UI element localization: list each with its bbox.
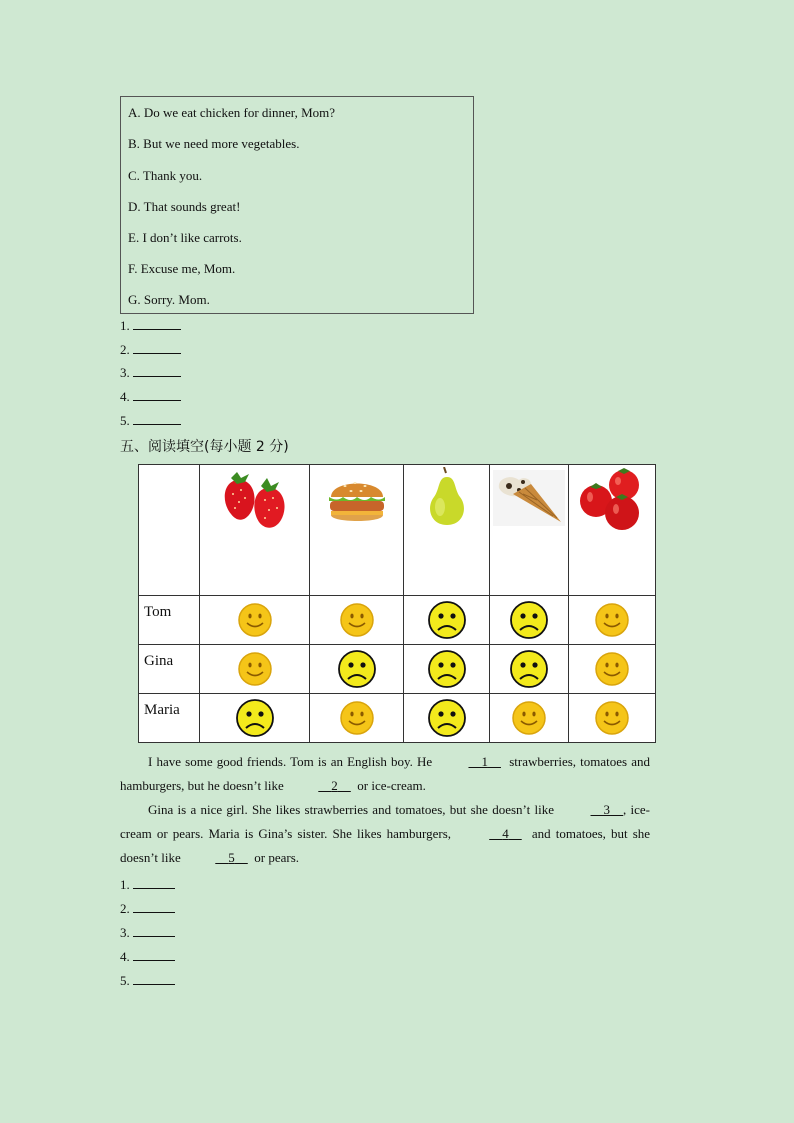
answer-blank-1[interactable]: 1. (120, 318, 181, 334)
face-cell (490, 645, 569, 694)
face-cell (310, 596, 404, 645)
face-cell (200, 694, 310, 743)
happy-face-icon (594, 602, 630, 638)
face-cell (404, 694, 490, 743)
passage-paragraph-2: Gina is a nice girl. She likes strawberries and tomatoes, but she doesn’t like 3 , ice-cream or pears. Maria is Gina’s sister. She likes hamburgers, 4 and tomatoes, but she doesn’t like 5 or pears. (120, 798, 650, 870)
table-row (139, 596, 656, 645)
face-cell (404, 645, 490, 694)
sad-face-icon (427, 698, 467, 738)
option-f: F. Excuse me, Mom. (128, 261, 236, 276)
happy-face-icon (594, 700, 630, 736)
answer-blank-4[interactable]: 4. (120, 389, 181, 405)
face-cell (310, 645, 404, 694)
face-cell (569, 694, 656, 743)
header-empty-cell (139, 465, 200, 596)
answer-blank-3[interactable]: 3. (120, 365, 181, 381)
sad-face-icon (235, 698, 275, 738)
food-cell-tomato (569, 465, 656, 596)
face-cell (569, 596, 656, 645)
strawberry-icon (217, 468, 293, 530)
happy-face-icon (594, 651, 630, 687)
face-cell (490, 694, 569, 743)
option-e: E. I don’t like carrots. (128, 230, 242, 245)
happy-face-icon (339, 602, 375, 638)
answer-blank-5-2[interactable]: 2. (120, 901, 175, 917)
sad-face-icon (509, 649, 549, 689)
face-cell (490, 596, 569, 645)
passage-paragraph-1: I have some good friends. Tom is an English boy. He 1 strawberries, tomatoes and hamburgers, but he doesn’t like 2 or ice-cream. (120, 750, 650, 798)
face-cell (569, 645, 656, 694)
hamburger-icon (327, 471, 387, 527)
happy-face-icon (237, 602, 273, 638)
happy-face-icon (339, 700, 375, 736)
row-name: Tom (139, 596, 200, 645)
pear-icon (422, 467, 472, 529)
face-cell (200, 645, 310, 694)
happy-face-icon (511, 700, 547, 736)
option-b: B. But we need more vegetables. (128, 136, 300, 151)
blank-4: 4 (502, 826, 509, 841)
blank-2: 2 (331, 778, 338, 793)
blank-3: 3 (603, 802, 611, 817)
table-row (139, 645, 656, 694)
food-cell-strawberry (200, 465, 310, 596)
food-cell-hamburger (310, 465, 404, 596)
ice-cream-icon (493, 470, 565, 526)
answer-blank-5-1[interactable]: 1. (120, 877, 175, 893)
face-cell (310, 694, 404, 743)
sad-face-icon (337, 649, 377, 689)
table-row (139, 694, 656, 743)
options-box (120, 96, 474, 314)
sad-face-icon (427, 600, 467, 640)
answer-blank-5-3[interactable]: 3. (120, 925, 175, 941)
blank-5: 5 (228, 850, 235, 865)
answer-blank-2[interactable]: 2. (120, 342, 181, 358)
section-title: 五、阅读填空(每小题 2 分) (120, 439, 289, 455)
option-d: D. That sounds great! (128, 199, 241, 214)
option-c: C. Thank you. (128, 168, 203, 183)
sad-face-icon (427, 649, 467, 689)
option-g: G. Sorry. Mom. (128, 292, 210, 307)
blank-1: 1 (481, 754, 488, 769)
happy-face-icon (237, 651, 273, 687)
face-cell (404, 596, 490, 645)
food-cell-pear (404, 465, 490, 596)
answer-blank-5-4[interactable]: 4. (120, 949, 175, 965)
face-cell (200, 596, 310, 645)
row-name: Gina (139, 645, 200, 694)
sad-face-icon (509, 600, 549, 640)
preference-table (138, 464, 656, 743)
option-a: A. Do we eat chicken for dinner, Mom? (128, 105, 336, 120)
tomato-icon (578, 467, 646, 531)
answer-blank-5-5[interactable]: 5. (120, 973, 175, 989)
food-cell-ice-cream (490, 465, 569, 596)
row-name: Maria (139, 694, 200, 743)
answer-blank-5[interactable]: 5. (120, 413, 181, 429)
